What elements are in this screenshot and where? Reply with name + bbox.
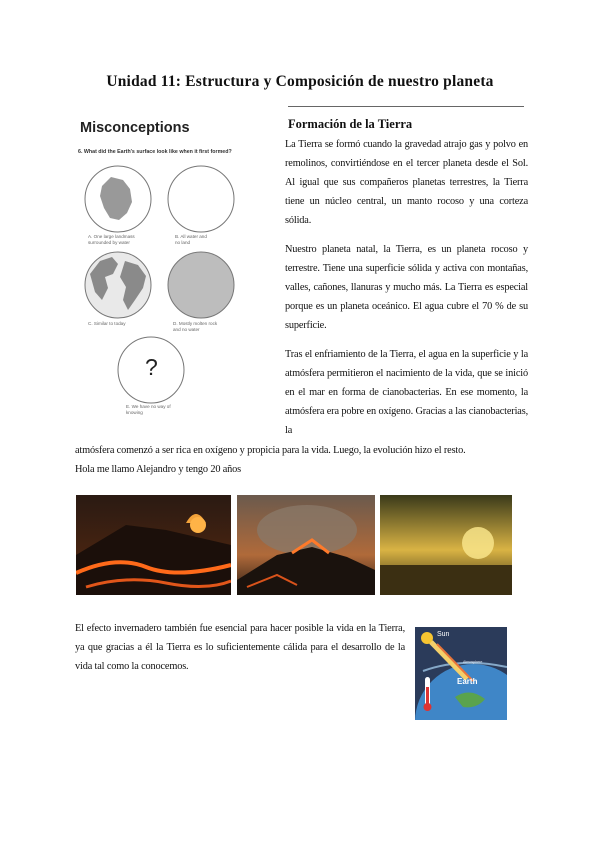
option-a-caption [88,234,135,245]
divider-line [288,106,524,107]
sun-label: Sun [437,631,450,638]
option-b-circle [168,166,234,232]
option-c-caption [88,321,126,327]
option-d-caption [173,321,217,332]
paragraph-life: Tras el enfriamiento de la Tierra, el agua en la superficie y la atmósfera permitieron el nacimiento de la vida, que se inició en el mar en forma de cianobacterias. En ese momento, la atmósfera era pobre en oxígeno. Gracias a las cianobacterias, la [285,349,528,436]
greenhouse-diagram [415,627,507,720]
option-e-caption-line2: knowing [126,409,143,415]
option-b-caption-line1: B. All water and [175,234,207,239]
paragraph-name-line: Hola me llamo Alejandro y tengo 20 años [75,464,242,475]
question-mark-glyph: ? [145,354,158,380]
option-d-caption-line1: D. Mostly molten rock [173,321,218,326]
page-title: Unidad 11: Estructura y Composición de nuestro planeta [106,73,494,90]
option-d-caption-line2: and no water [173,326,200,332]
option-a-caption-line1: A. One large landmass [88,234,135,239]
paragraph-greenhouse: El efecto invernadero también fue esencial para hacer posible la vida en la Tierra, ya que gracias a él la Tierra es lo suficientemente cálida para el desarrollo de la vida tal como la conocemos. [75,623,405,672]
section-title: Formación de la Tierra [288,117,413,131]
misconceptions-figure [78,118,266,430]
paragraph-life-continued: atmósfera comenzó a ser rica en oxígeno y propicia para la vida. Luego, la evolución hizo el resto. [75,445,466,456]
misconceptions-heading: Misconceptions [80,120,190,136]
atmosphere-label: Atmosphere [463,660,483,664]
option-c-caption-line1: C. Similar to today [88,321,126,326]
sunset-photo [380,495,512,595]
volcano-eruption-photo [237,495,375,595]
lava-photo [76,495,231,595]
option-e-caption [126,404,171,415]
option-a-caption-line2: surrounded by water [88,239,130,245]
option-b-caption-line2: no land [175,239,191,245]
misconceptions-question: 6. What did the Earth's surface look like when it first formed? [78,149,232,155]
option-b-caption [175,234,207,245]
paragraph-planet: Nuestro planeta natal, la Tierra, es un planeta rocoso y terrestre. Tiene una superficie sólida y activa con montañas, valles, cañones, llanuras y mucho más. La Tierra es especial porque es un planeta oceánico. El agua cubre el 70 % de su superficie. [285,244,528,331]
earth-label: Earth [457,677,478,686]
option-e-caption-line1: E. We have no way of [126,404,171,409]
misconceptions-options-graphic [78,158,266,430]
option-d-circle [168,252,234,318]
paragraph-formation: La Tierra se formó cuando la gravedad atrajo gas y polvo en remolinos, convirtiéndose en el tercer planeta desde el Sol. Al igual que sus compañeros planetas terrestres, la Tierra tiene un núcleo central, un manto rocoso y una corteza sólida. [285,139,528,226]
